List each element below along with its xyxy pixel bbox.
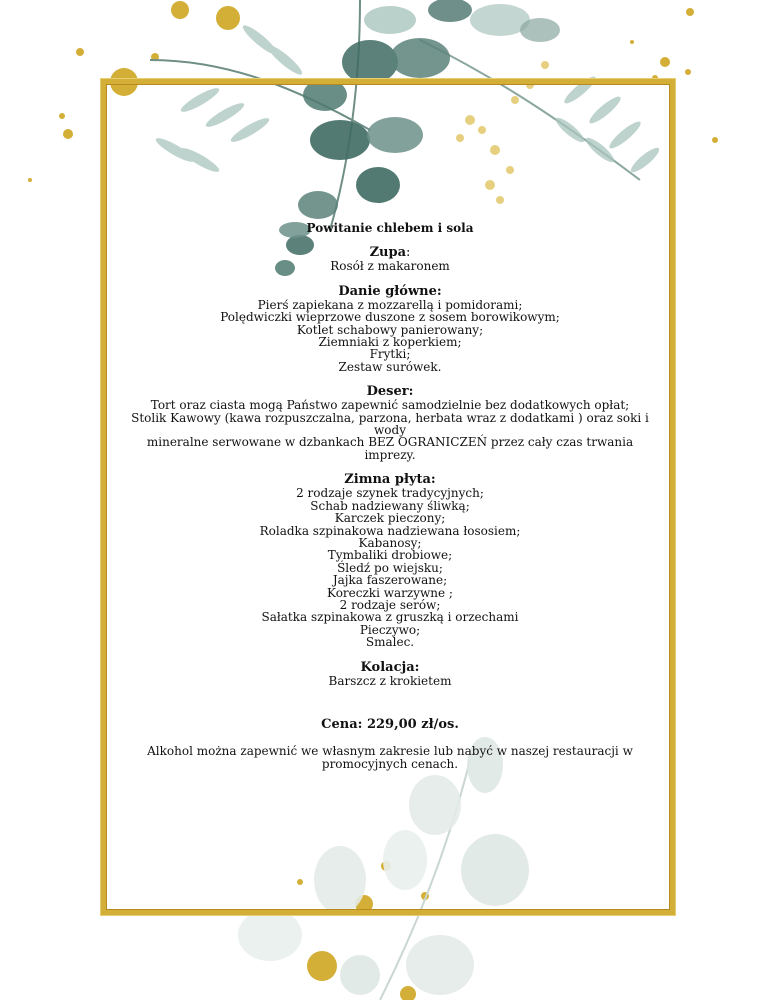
menu-item: 2 rodzaje szynek tradycyjnych; [296,486,484,501]
menu-content [130,222,650,771]
menu-item: Tymbaliki drobiowe; [327,548,453,563]
menu-item: Schab nadziewany śliwką; [310,498,470,513]
section-soup [130,246,650,272]
menu-item: Roladka szpinakowa nadziewana łososiem; [259,523,521,538]
section-supper [130,661,650,687]
section-mains [130,285,650,373]
section-dessert [130,385,650,461]
section-heading: Kolacja: [360,659,420,675]
alcohol-note: Alkohol można zapewnić we własnym zakresie lub nabyć w naszej restauracji w promocyjnych cenach. [147,744,633,772]
menu-item: 2 rodzaje serów; [339,597,441,612]
menu-item: Smalec. [365,635,415,650]
menu-item: Sałatka szpinakowa z gruszką i orzechami [261,610,519,625]
menu-item: Pieczywo; [359,622,421,637]
menu-item: Frytki; [369,347,411,362]
menu-item: Polędwiczki wieprzowe duszone z sosem borowikowym; [220,310,560,325]
menu-item: Stolik Kawowy (kawa rozpuszczalna, parzona, herbata wraz z dodatkami ) oraz soki i wody [131,410,649,438]
section-heading: Danie główne: [338,283,442,299]
menu-item: Kotlet schabowy panierowany; [296,322,484,337]
menu-item: mineralne serwowane w dzbankach BEZ OGRANICZEŃ przez cały czas trwania imprezy. [146,435,634,462]
menu-item: Karczek pieczony; [334,511,446,526]
menu-item: Śledź po wiejsku; [337,560,443,575]
menu-intro: Powitanie chlebem i sola [306,221,474,235]
section-heading: Deser: [366,384,414,400]
menu-item: Pierś zapiekana z mozzarellą i pomidorami; [257,297,523,312]
menu-item: Koreczki warzywne ; [327,585,453,600]
price-per-person: Cena: 229,00 zł/os. [321,716,459,732]
section-heading: Zupa: [369,245,411,261]
menu-item: Rosół z makaronem [330,259,450,274]
menu-item: Kabanosy; [358,535,422,550]
menu-item: Tort oraz ciasta mogą Państwo zapewnić samodzielnie bez dodatkowych opłat; [150,398,630,413]
menu-item: Barszcz z krokietem [328,673,452,688]
section-heading: Zimna płyta: [344,472,436,488]
menu-item: Ziemniaki z koperkiem; [318,335,462,350]
menu-item: Zestaw surówek. [338,359,442,374]
section-cold-plate [130,473,650,648]
menu-item: Jajka faszerowane; [332,573,448,588]
